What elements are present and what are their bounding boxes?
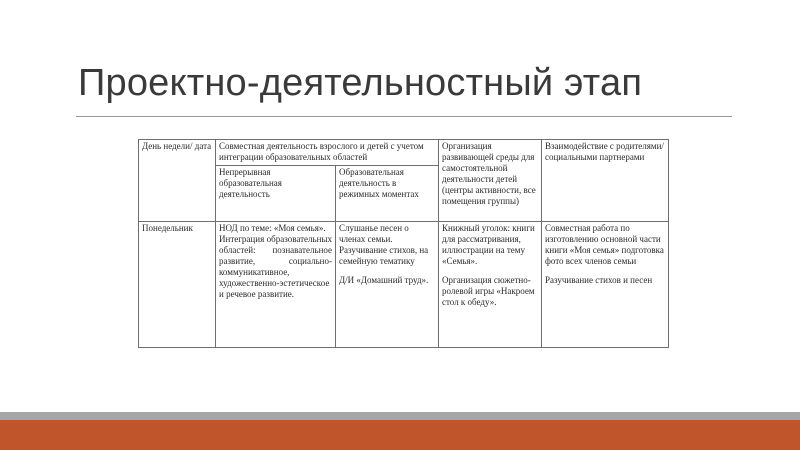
env-role-play: Организация сюжетно-ролевой игры «Накроем стол к обеду». <box>442 275 535 307</box>
title-divider <box>76 116 732 117</box>
schedule-table <box>138 139 669 348</box>
footer-grey-band <box>0 412 800 420</box>
parents-poems: Разучивание стихов и песен <box>545 275 653 285</box>
header-day: День недели/ дата <box>139 140 216 222</box>
env-book-corner: Книжный уголок: книги для рассматривания, иллюстрации на тему «Семья». <box>442 223 535 266</box>
table-row <box>139 222 669 348</box>
parents-book: Совместная работа по изготовлению основной части книги «Моя семья» подготовка фото всех членов семьи <box>545 223 664 266</box>
header-joint-activity: Совместная деятельность взрослого и детей с учетом интеграции образовательных областей <box>216 140 439 166</box>
header-parents: Взаимодействие с родителями/ социальными партнерами <box>542 140 669 222</box>
moments-songs: Слушанье песен о членах семьи. Разучивание стихов, на семейную тематику <box>339 223 429 266</box>
row-moments <box>336 222 439 348</box>
subheader-moments: Образовательная деятельность в режимных моментах <box>336 166 439 222</box>
subheader-continuous: Непрерывная образовательная деятельность <box>216 166 336 222</box>
row-parents <box>542 222 669 348</box>
header-environment: Организация развивающей среды для самостоятельной деятельности детей (центры активности, все помещения группы) <box>439 140 542 222</box>
schedule-table-container <box>138 139 668 347</box>
nod-topic: НОД по теме: «Моя семья». <box>219 223 326 233</box>
row-nod <box>216 222 336 348</box>
footer-accent-band <box>0 420 800 450</box>
header-row <box>139 140 669 166</box>
row-environment <box>439 222 542 348</box>
slide-title: Проектно-деятельностный этап <box>78 62 643 104</box>
row-day: Понедельник <box>139 222 216 348</box>
moments-game: Д/И «Домашний труд». <box>339 275 429 285</box>
nod-integration: Интеграция образовательных областей: познавательное развитие, социально-коммуникативное, художественно-эстетическое и речевое развитие. <box>219 234 332 299</box>
